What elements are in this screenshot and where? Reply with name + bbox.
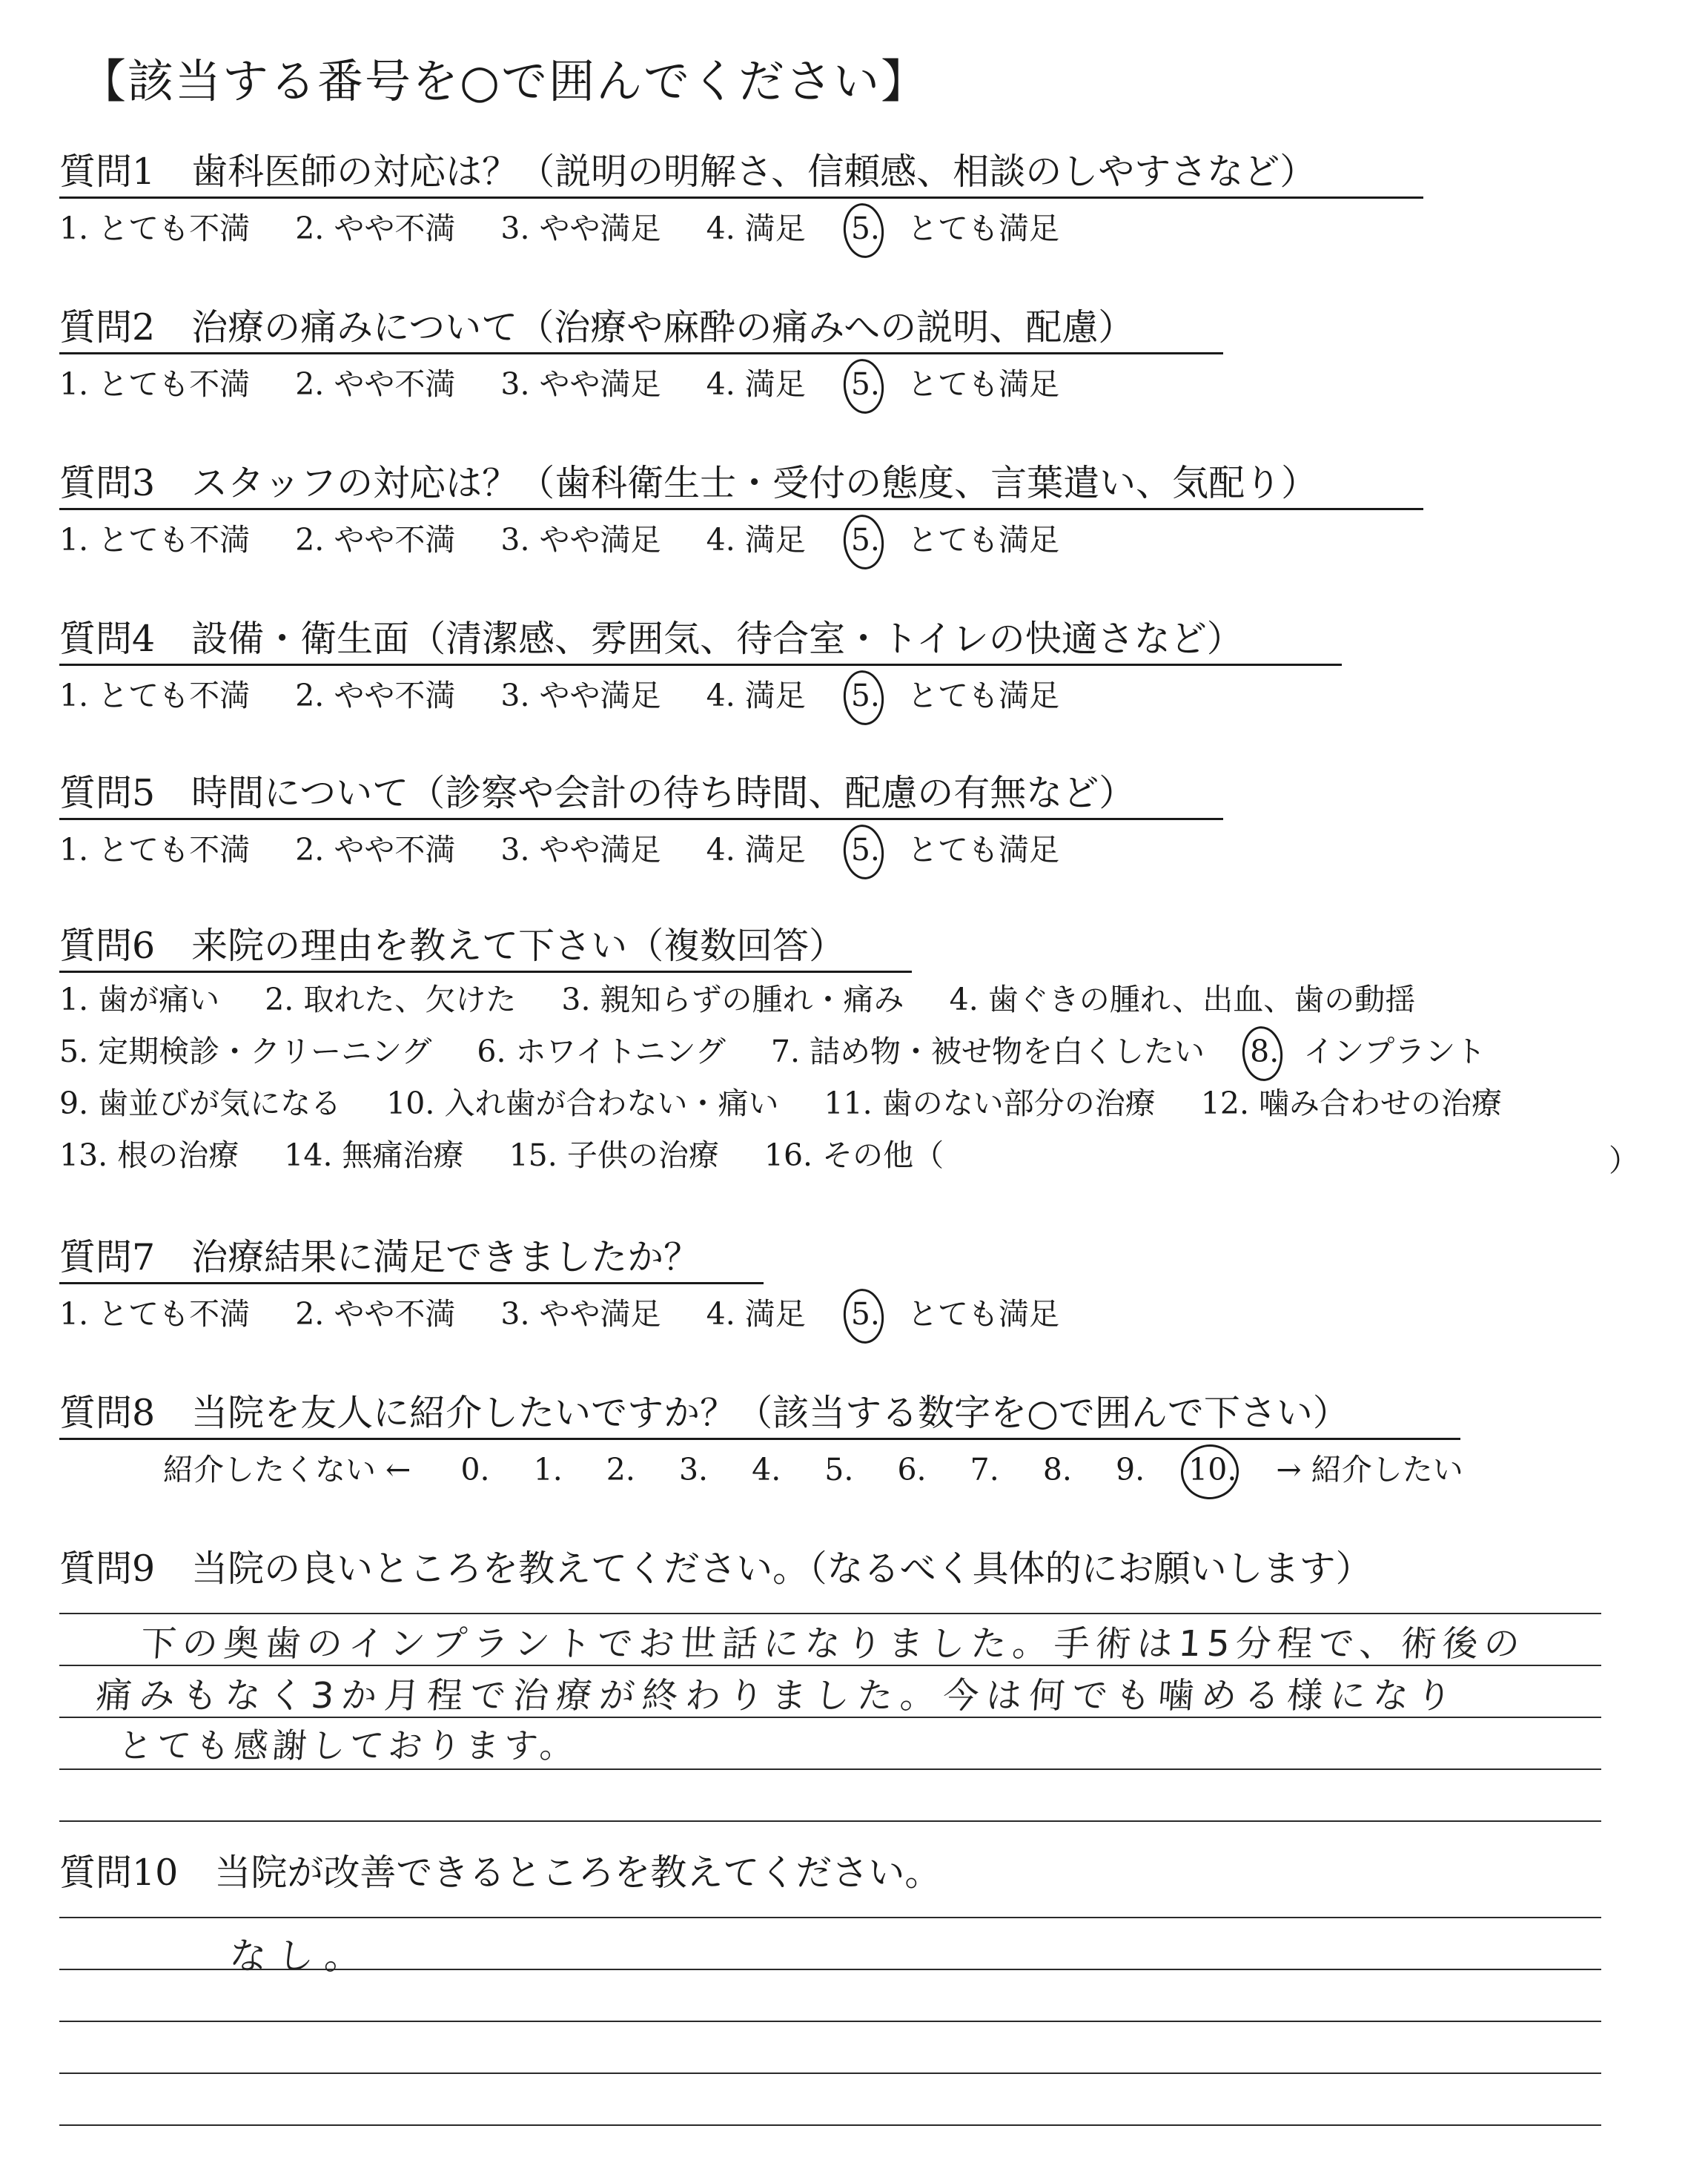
q6-option-9[interactable]: 9. 歯並びが気になる xyxy=(59,1086,342,1121)
q8-scale-8[interactable]: 8. xyxy=(1042,1452,1072,1487)
q5-option-4[interactable]: 4. 満足 xyxy=(706,832,806,868)
q4-option-4[interactable]: 4. 満足 xyxy=(706,678,806,713)
question-8-scale xyxy=(163,1450,1463,1489)
q5-option-2[interactable]: 2. やや不満 xyxy=(295,832,456,868)
q2-option-4[interactable]: 4. 満足 xyxy=(706,366,806,402)
q8-scale-0[interactable]: 0. xyxy=(460,1452,490,1487)
q3-option-5-circled[interactable]: 5. xyxy=(850,522,880,558)
question-2-title: 質問2 治療の痛みについて（治療や麻酔の痛みへの説明、配慮） xyxy=(59,306,1135,349)
q4-option-5-label: とても満足 xyxy=(907,678,1059,713)
question-4-options xyxy=(59,676,1059,715)
question-6-row-2 xyxy=(59,1032,1486,1071)
q6-option-16[interactable]: 16. その他（ xyxy=(764,1137,944,1173)
question-6-row-3 xyxy=(59,1084,1502,1123)
q7-option-4[interactable]: 4. 満足 xyxy=(706,1296,806,1332)
q3-option-4[interactable]: 4. 満足 xyxy=(706,522,806,558)
question-4-title: 質問4 設備・衛生面（清潔感、雰囲気、待合室・トイレの快適さなど） xyxy=(59,618,1243,660)
question-1-title: 質問1 歯科医師の対応は？（説明の明解さ、信頼感、相談のしやすさなど） xyxy=(59,151,1317,193)
question-1-options xyxy=(59,209,1059,248)
q6-option-1[interactable]: 1. 歯が痛い xyxy=(59,982,220,1017)
q3-option-5-label: とても満足 xyxy=(907,522,1059,558)
question-3-title: 質問3 スタッフの対応は？（歯科衛生士・受付の態度、言葉遣い、気配り） xyxy=(59,462,1318,504)
q6-option-5[interactable]: 5. 定期検診・クリーニング xyxy=(59,1034,432,1069)
q10-answer-rule-3 xyxy=(59,2021,1601,2022)
q10-answer-rule-1 xyxy=(59,1917,1601,1918)
q9-answer-rule-4 xyxy=(59,1768,1601,1770)
q7-option-5-label: とても満足 xyxy=(907,1296,1059,1332)
question-5-title: 質問5 時間について（診察や会計の待ち時間、配慮の有無など） xyxy=(59,772,1136,814)
q6-option-6[interactable]: 6. ホワイトニング xyxy=(477,1034,726,1069)
q6-option-8-label: インプラント xyxy=(1303,1034,1486,1069)
q9-answer-rule-1 xyxy=(59,1613,1601,1614)
question-8-title: 質問8 当院を友人に紹介したいですか？（該当する数字を○で囲んで下さい） xyxy=(59,1392,1349,1434)
q2-option-5-circled[interactable]: 5. xyxy=(850,366,880,402)
q9-answer-line-2[interactable]: 痛みもなく3か月程で治療が終わりました。今は何でも噛める様になり xyxy=(94,1675,1461,1717)
q2-option-3[interactable]: 3. やや満足 xyxy=(500,366,661,402)
q10-answer-rule-4 xyxy=(59,2073,1601,2074)
question-7-underline xyxy=(59,1282,764,1284)
q8-scale-1[interactable]: 1. xyxy=(533,1452,563,1487)
question-4-underline xyxy=(59,664,1342,666)
question-8-underline xyxy=(59,1438,1460,1440)
q6-option-11[interactable]: 11. 歯のない部分の治療 xyxy=(824,1086,1156,1121)
q8-scale-5[interactable]: 5. xyxy=(824,1452,854,1487)
q6-option-4[interactable]: 4. 歯ぐきの腫れ、出血、歯の動揺 xyxy=(949,982,1416,1017)
q6-option-15[interactable]: 15. 子供の治療 xyxy=(509,1137,719,1173)
q8-scale-10-circled[interactable]: 10. xyxy=(1188,1452,1237,1487)
q6-other-close-paren: ） xyxy=(1609,1143,1639,1178)
question-7-title: 質問7 治療結果に満足できましたか？ xyxy=(59,1236,701,1278)
q8-left-label: 紹介したくない ← xyxy=(163,1452,411,1487)
q6-option-2[interactable]: 2. 取れた、欠けた xyxy=(265,982,517,1017)
q6-option-12[interactable]: 12. 噛み合わせの治療 xyxy=(1200,1086,1503,1121)
q7-option-1[interactable]: 1. とても不満 xyxy=(59,1296,251,1332)
question-3-options xyxy=(59,521,1059,559)
q6-option-14[interactable]: 14. 無痛治療 xyxy=(284,1137,464,1173)
q2-option-1[interactable]: 1. とても不満 xyxy=(59,366,251,402)
question-9-title: 質問9 当院の良いところを教えてください。（なるべく具体的にお願いします） xyxy=(59,1548,1372,1590)
page-title: 【該当する番号を○で囲んでください】 xyxy=(80,54,929,108)
question-10-title: 質問10 当院が改善できるところを教えてください。 xyxy=(59,1852,941,1894)
question-2-underline xyxy=(59,352,1223,354)
q7-option-3[interactable]: 3. やや満足 xyxy=(500,1296,661,1332)
question-6-underline xyxy=(59,971,912,973)
question-5-underline xyxy=(59,818,1223,820)
q2-option-2[interactable]: 2. やや不満 xyxy=(295,366,456,402)
q8-scale-3[interactable]: 3. xyxy=(678,1452,709,1487)
question-6-row-4 xyxy=(59,1136,944,1175)
q8-scale-6[interactable]: 6. xyxy=(897,1452,927,1487)
q9-answer-line-1[interactable]: 下の奥歯のインプラントでお世話になりました。手術は15分程で、術後の xyxy=(139,1623,1527,1665)
q1-option-1[interactable]: 1. とても不満 xyxy=(59,211,251,246)
q8-right-label: → 紹介したい xyxy=(1276,1452,1463,1487)
q8-scale-2[interactable]: 2. xyxy=(606,1452,635,1487)
q8-scale-7[interactable]: 7. xyxy=(970,1452,999,1487)
q5-option-5-circled[interactable]: 5. xyxy=(850,832,880,868)
q8-scale-4[interactable]: 4. xyxy=(752,1452,781,1487)
q1-option-3[interactable]: 3. やや満足 xyxy=(500,211,661,246)
question-6-title: 質問6 来院の理由を教えて下さい（複数回答） xyxy=(59,925,846,967)
q4-option-1[interactable]: 1. とても不満 xyxy=(59,678,251,713)
q3-option-2[interactable]: 2. やや不満 xyxy=(295,522,456,558)
q6-option-10[interactable]: 10. 入れ歯が合わない・痛い xyxy=(386,1086,779,1121)
q6-option-13[interactable]: 13. 根の治療 xyxy=(59,1137,239,1173)
q10-answer-rule-5 xyxy=(59,2124,1601,2126)
question-3-underline xyxy=(59,508,1423,510)
q3-option-3[interactable]: 3. やや満足 xyxy=(500,522,661,558)
q5-option-3[interactable]: 3. やや満足 xyxy=(500,832,661,868)
question-7-options xyxy=(59,1295,1059,1333)
q6-option-3[interactable]: 3. 親知らずの腫れ・痛み xyxy=(561,982,904,1017)
q5-option-5-label: とても満足 xyxy=(907,832,1059,868)
q2-option-5-label: とても満足 xyxy=(907,366,1059,402)
q1-option-2[interactable]: 2. やや不満 xyxy=(295,211,456,246)
q7-option-5-circled[interactable]: 5. xyxy=(850,1296,880,1332)
q3-option-1[interactable]: 1. とても不満 xyxy=(59,522,251,558)
q8-scale-9[interactable]: 9. xyxy=(1115,1452,1145,1487)
q1-option-5-label: とても満足 xyxy=(907,211,1059,246)
question-1-underline xyxy=(59,196,1423,199)
q7-option-2[interactable]: 2. やや不満 xyxy=(295,1296,456,1332)
q1-option-4[interactable]: 4. 満足 xyxy=(706,211,806,246)
question-2-options xyxy=(59,365,1059,403)
q9-answer-rule-5 xyxy=(59,1820,1601,1822)
q4-option-5-circled[interactable]: 5. xyxy=(850,678,880,713)
question-6-row-1 xyxy=(59,980,1415,1019)
q10-answer-line-1[interactable]: なし。 xyxy=(228,1935,374,1978)
q6-option-8-circled[interactable]: 8. xyxy=(1250,1034,1280,1069)
q1-option-5-circled[interactable]: 5. xyxy=(850,211,880,246)
q6-option-7[interactable]: 7. 詰め物・被せ物を白くしたい xyxy=(770,1034,1205,1069)
q9-answer-line-3[interactable]: とても感謝しております。 xyxy=(116,1725,580,1766)
q4-option-3[interactable]: 3. やや満足 xyxy=(500,678,661,713)
q5-option-1[interactable]: 1. とても不満 xyxy=(59,832,251,868)
question-5-options xyxy=(59,830,1059,869)
q4-option-2[interactable]: 2. やや不満 xyxy=(295,678,456,713)
